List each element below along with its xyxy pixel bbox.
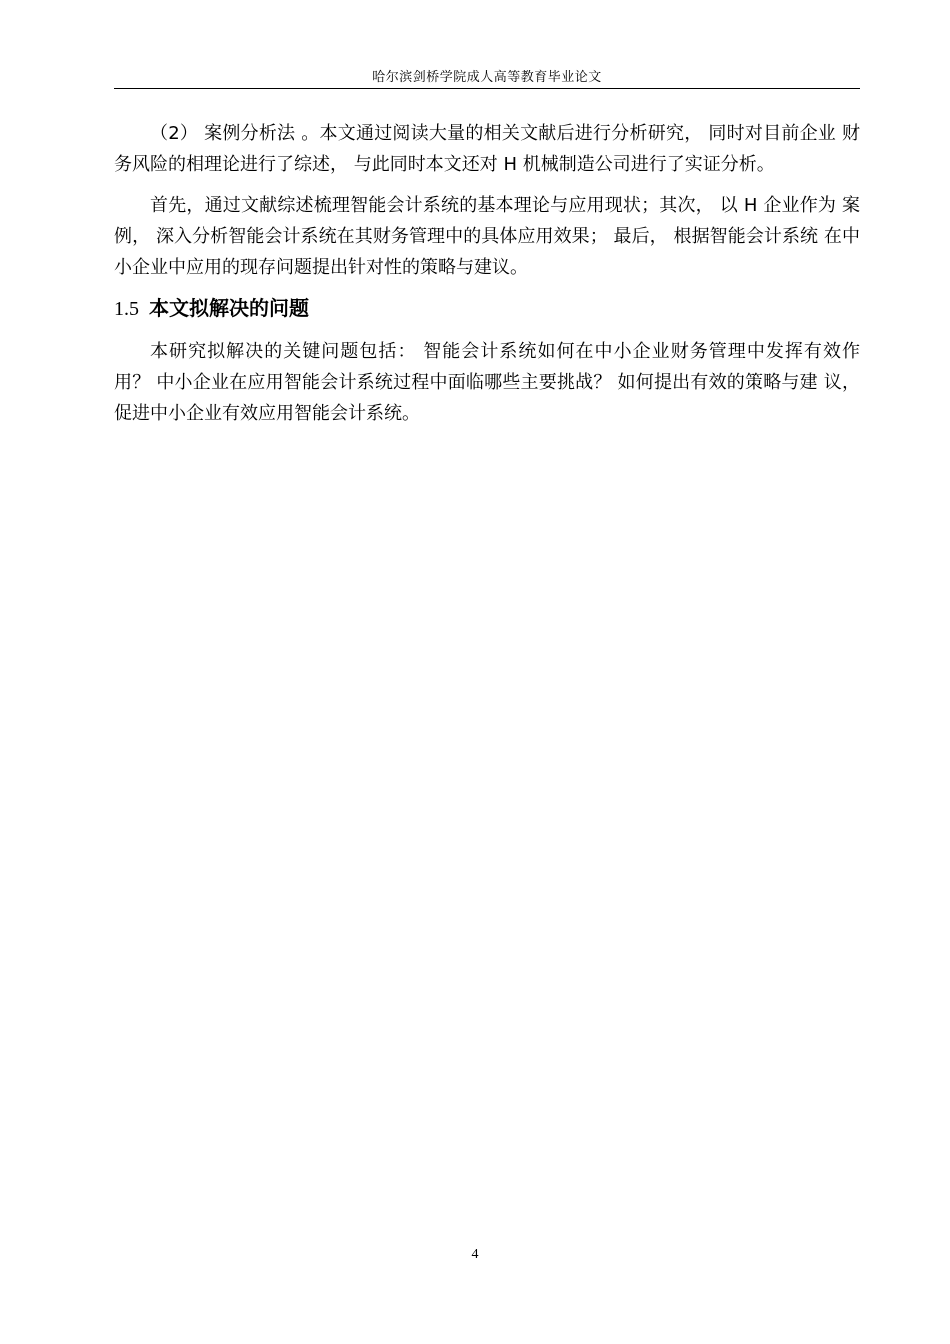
header-divider — [114, 88, 860, 89]
section-heading — [114, 293, 860, 324]
section-title: 本文拟解决的问题 — [149, 296, 309, 320]
document-body — [114, 118, 860, 439]
section-number: 1.5 — [114, 298, 139, 320]
paragraph-structure: 首先，通过文献综述梳理智能会计系统的基本理论与应用现状；其次， 以 H 企业作为 案例， 深入分析智能会计系统在其财务管理中的具体应用效果； 最后， 根据智能会计系统 在中小企业中应用的现存问题提出针对性的策略与建议。 — [114, 195, 860, 278]
paragraph-method: （2） 案例分析法 。本文通过阅读大量的相关文献后进行分析研究， 同时对目前企业 财务风险的相理论进行了综述， 与此同时本文还对 H 机械制造公司进行了实证分析。 — [114, 123, 860, 175]
page-number: 4 — [471, 1247, 479, 1262]
page-header: 哈尔滨剑桥学院成人高等教育毕业论文 — [372, 70, 602, 85]
paragraph-problems: 本研究拟解决的关键问题包括： 智能会计系统如何在中小企业财务管理中发挥有效作 用？ 中小企业在应用智能会计系统过程中面临哪些主要挑战？ 如何提出有效的策略与建 议， 促进中小企业有效应用智能会计系统。 — [114, 341, 860, 424]
